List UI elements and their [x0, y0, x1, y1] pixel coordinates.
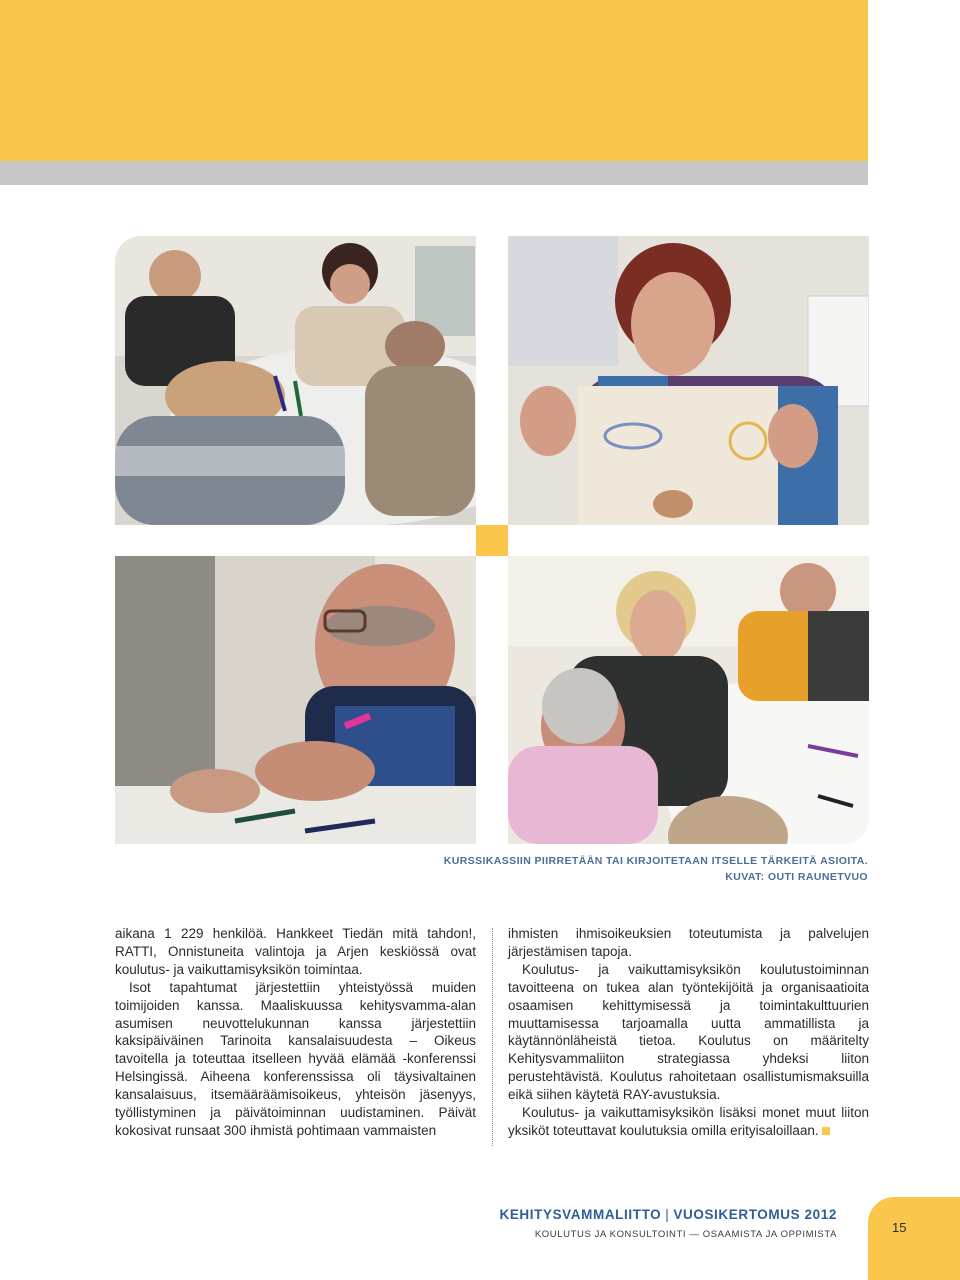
body-column-left	[115, 925, 476, 1140]
paragraph: Koulutus- ja vaikuttamisyksikön koulutustoiminnan tavoitteena on tukea alan työntekijöitä ja organisaatioita osaamisen kehittymisessä ja toimintakulttuurien muuttamisessa tarjoamalla uutta ammatillista ja käytännönläheistä tietoa. Koulutus on määritelty Kehitysvammaliiton strategiassa yhdeksi liiton perustehtävistä. Koulutus rahoitetaan osallistumismaksuilla eikä siihen käytetä RAY-avustuksia.	[508, 961, 869, 1103]
photo-caption	[444, 853, 868, 885]
paragraph: Isot tapahtumat järjestettiin yhteistyössä muiden toimijoiden kanssa. Maaliskuussa kehitysvamma-alan asumisen neuvottelukunnan kanssa järjestettiin kaksipäiväinen Tarinoita kansalaisuudesta – Oikeus tavoitella ja toteuttaa itselleen hyvää elämää -konferenssi Helsingissä. Aiheena konferenssissa oli täysivaltainen kansalaisuus, itsemääräämisoikeus, yhteisön jäsenyys, työllistyminen ja päivätoiminnan uudistaminen. Päivät kokosivat runsaat 300 ihmistä pohtimaan vammaisten	[115, 979, 476, 1138]
page-number-tab	[868, 1197, 960, 1280]
photo-group-drawing-table	[115, 236, 476, 525]
footer-title	[499, 1207, 837, 1222]
page-number: 15	[892, 1220, 907, 1235]
header-grey-stripe	[0, 161, 868, 185]
paragraph: ihmisten ihmisoikeuksien toteutumista ja palvelujen järjestämisen tapoja.	[508, 926, 869, 959]
center-accent-square	[476, 525, 508, 556]
paragraph-final	[508, 1104, 869, 1140]
caption-text: KURSSIKASSIIN PIIRRETÄÄN TAI KIRJOITETAAN ITSELLE TÄRKEITÄ ASIOITA.	[443, 855, 868, 867]
photo-man-drawing	[115, 556, 476, 844]
footer-report: VUOSIKERTOMUS 2012	[673, 1207, 837, 1222]
footer-section: KOULUTUS JA KONSULTOINTI — OSAAMISTA JA OPPIMISTA	[534, 1229, 837, 1240]
photo-women-drawing-table	[508, 556, 869, 844]
column-divider	[492, 928, 493, 1146]
end-of-article-mark	[822, 1127, 830, 1135]
photo-woman-holding-bag	[508, 236, 869, 525]
header-color-band	[0, 0, 868, 161]
body-column-right	[508, 925, 869, 1140]
footer-org: KEHITYSVAMMALIITTO	[499, 1207, 662, 1222]
paragraph: aikana 1 229 henkilöä. Hankkeet Tiedän mitä tahdon!, RATTI, Onnistuneita valintoja ja Arjen keskiössä ovat koulutus- ja vaikuttamisyksikön toimintaa.	[115, 926, 476, 977]
paragraph-text: Koulutus- ja vaikuttamisyksikön lisäksi monet muut liiton yksiköt toteuttavat koulutuksia omilla erityisaloillaan.	[508, 1105, 869, 1138]
caption-credit: KUVAT: OUTI RAUNETVUO	[725, 871, 868, 883]
footer-separator: |	[665, 1207, 670, 1222]
